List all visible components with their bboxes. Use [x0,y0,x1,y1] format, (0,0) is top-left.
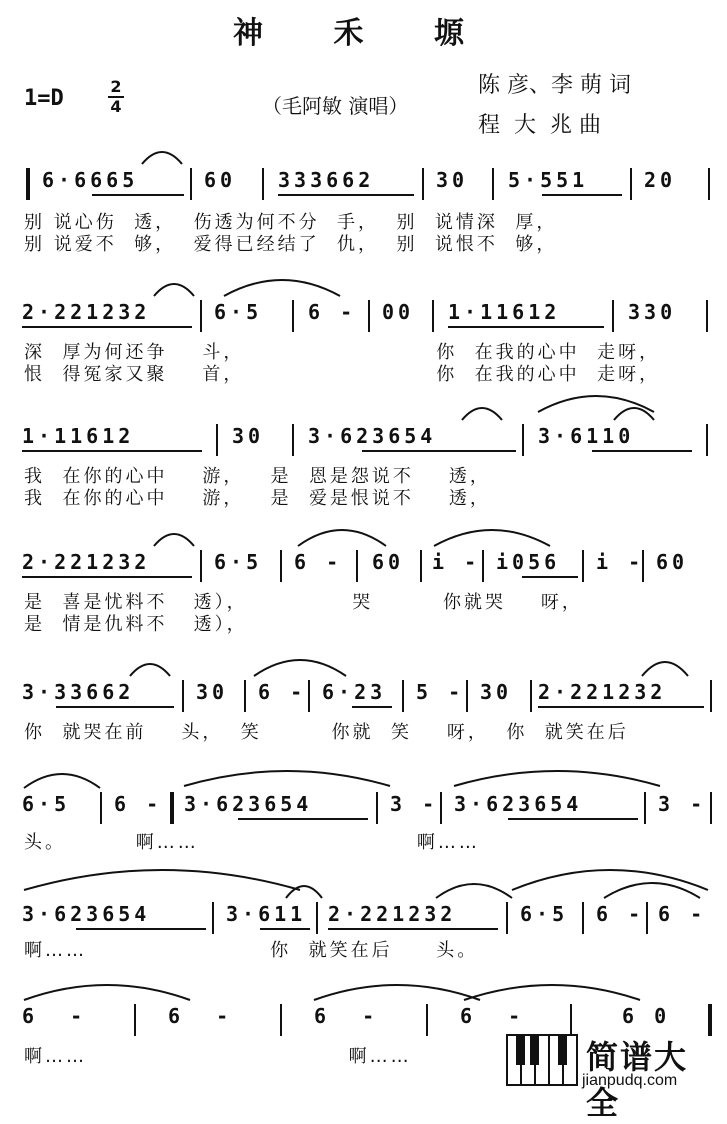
underline [448,326,604,328]
slur [22,862,302,892]
barline [706,424,708,456]
lyric-line-3b: 我 在你的心中 游， 是 爱是恨说不 透， [24,488,491,509]
barline [522,424,524,456]
lyric-line-3a: 我 在你的心中 游， 是 恩是怨说不 透， [24,466,491,487]
underline [22,326,192,328]
key-signature: 1=D [24,86,64,111]
barline [244,680,246,712]
underline [592,450,692,452]
measure: 30 [436,168,469,192]
credit-composer: 程 大 兆 曲 [478,113,601,138]
slur [22,978,192,1002]
measure: 3 - [390,792,439,816]
slur [22,768,102,790]
logo-name: 简谱大全 [586,1038,689,1122]
notation-line-3 [22,424,712,464]
measure: 20 [644,168,677,192]
piano-keys-icon [506,1034,578,1086]
measure: 6·5 [214,550,263,574]
underline [328,928,498,930]
measure: 60 [372,550,405,574]
measure: 6·6665 [42,168,139,192]
time-signature [108,78,124,116]
slur [312,978,482,1002]
measure: 5 - [416,680,465,704]
page-title: 神 禾 塬 [233,16,494,51]
measure: 1·11612 [448,300,561,324]
measure: 1·11612 [22,424,135,448]
measure: 2·221232 [328,902,457,926]
measure: 6 - [658,902,707,926]
underline [22,450,202,452]
measure: 330 [628,300,677,324]
measure: 6·5 [22,792,71,816]
measure: 3·623654 [308,424,437,448]
barline [190,168,192,200]
underline [76,928,206,930]
barline [212,902,214,934]
measure: 3·611 [226,902,307,926]
slur [434,878,514,900]
site-logo [506,1030,720,1122]
barline [316,902,318,934]
slur [432,524,552,548]
barline [292,424,294,456]
slur [460,402,504,422]
lyric-line-4b: 是 情是仇料不 透）， [24,614,248,635]
repeat-barline [170,792,174,824]
notation-line-4 [22,550,712,590]
barline [644,792,646,824]
measure: i - [596,550,645,574]
barline [432,300,434,332]
measure: 6 0 [622,1004,671,1028]
barline [710,792,712,824]
measure: 2·221232 [22,300,151,324]
underline [362,450,516,452]
barline [482,550,484,582]
barline [612,300,614,332]
barline [440,792,442,824]
barline [506,902,508,934]
barline [376,792,378,824]
barline [402,680,404,712]
measure: 6 - [22,1004,87,1028]
time-signature-bottom: 4 [108,96,124,116]
measure: 6·5 [520,902,569,926]
measure: 30 [196,680,229,704]
slur [602,876,702,900]
barline [420,550,422,582]
measure: 6 - [596,902,645,926]
slur [152,528,196,548]
measure: 6·5 [214,300,263,324]
measure: 2·221232 [22,550,151,574]
barline [706,300,708,332]
barline [356,550,358,582]
barline [216,424,218,456]
measure: 6 - [258,680,307,704]
underline [56,706,174,708]
measure: 3·6110 [538,424,635,448]
underline [22,576,192,578]
underline [260,928,310,930]
barline [530,680,532,712]
measure: 333662 [278,168,375,192]
underline [542,194,622,196]
measure: 6 - [460,1004,525,1028]
measure: 6 - [294,550,343,574]
notation-line-1 [22,168,712,208]
slur [252,654,348,678]
notation-line-2 [22,300,712,340]
measure: 3·623654 [22,902,151,926]
measure: 00 [382,300,415,324]
barline [262,168,264,200]
credit-lyricist: 陈 彦、李 萌 词 [478,73,631,98]
slur [284,880,324,900]
measure: 3·623654 [184,792,313,816]
barline [280,550,282,582]
barline [492,168,494,200]
performer: （毛阿敏 演唱） [262,94,409,118]
slur [612,402,656,422]
measure: 30 [232,424,265,448]
measure: 30 [480,680,513,704]
barline [100,792,102,824]
barline [422,168,424,200]
lyric-line-6: 头。 啊…… 啊…… [24,832,480,853]
barline [466,680,468,712]
measure: 6 - [114,792,163,816]
measure: 3 - [658,792,707,816]
underline [508,818,638,820]
slur [222,274,342,298]
barline [292,300,294,332]
lyric-line-7: 啊…… 你 就笑在后 头。 [24,940,479,961]
barline [582,550,584,582]
measure: 60 [204,168,237,192]
lyric-line-2a: 深 厚为何还争 斗， 你 在我的心中 走呀， [24,342,661,363]
measure: 2·221232 [538,680,667,704]
underline [538,706,704,708]
measure: 6·23 [322,680,387,704]
lyric-line-4a: 是 喜是忧料不 透）， 哭 你就哭 呀， [24,592,583,613]
lyric-line-1b: 别 说爱不 够， 爱得已经结了 仇， 别 说恨不 够， [24,234,558,255]
notation-line-6 [22,792,712,832]
slur [452,764,662,788]
time-signature-top: 2 [110,77,122,96]
barline [708,168,710,200]
lyric-line-1a: 别 说心伤 透， 伤透为何不分 手， 别 说情深 厚， [24,212,558,233]
barline [182,680,184,712]
measure: 6 - [168,1004,233,1028]
measure: 6 - [308,300,357,324]
lyric-line-8: 啊…… 啊…… [24,1046,412,1067]
underline [238,818,368,820]
barline [200,550,202,582]
lyric-line-5: 你 就哭在前 头， 笑 你就 笑 呀， 你 就笑在后 [24,722,629,743]
barline [368,300,370,332]
measure: i056 [496,550,561,574]
measure: 3·33662 [22,680,135,704]
barline [308,680,310,712]
underline [522,576,578,578]
barline [200,300,202,332]
measure: i - [432,550,481,574]
barline [642,550,644,582]
barline [710,680,712,712]
measure: 5·551 [508,168,589,192]
barline [646,902,648,934]
underline [92,194,184,196]
measure: 3·623654 [454,792,583,816]
logo-url: jianpudq.com [582,1072,678,1089]
measure: 6 - [314,1004,379,1028]
slur [128,658,172,678]
notation-line-5 [22,680,712,720]
slur [296,524,388,548]
slur [152,278,196,298]
underline [352,706,392,708]
slur [640,656,690,678]
underline [278,194,414,196]
barline [630,168,632,200]
slur [140,146,184,166]
notation-line-7 [22,902,712,942]
barline [280,1004,282,1036]
barline [134,1004,136,1036]
measure: 60 [656,550,689,574]
slur [182,764,392,788]
lyric-line-2b: 恨 得冤家又聚 首， 你 在我的心中 走呀， [24,364,661,385]
credits [478,66,631,146]
repeat-start-barline [26,168,30,200]
barline [582,902,584,934]
slur [462,978,642,1002]
barline [426,1004,428,1036]
